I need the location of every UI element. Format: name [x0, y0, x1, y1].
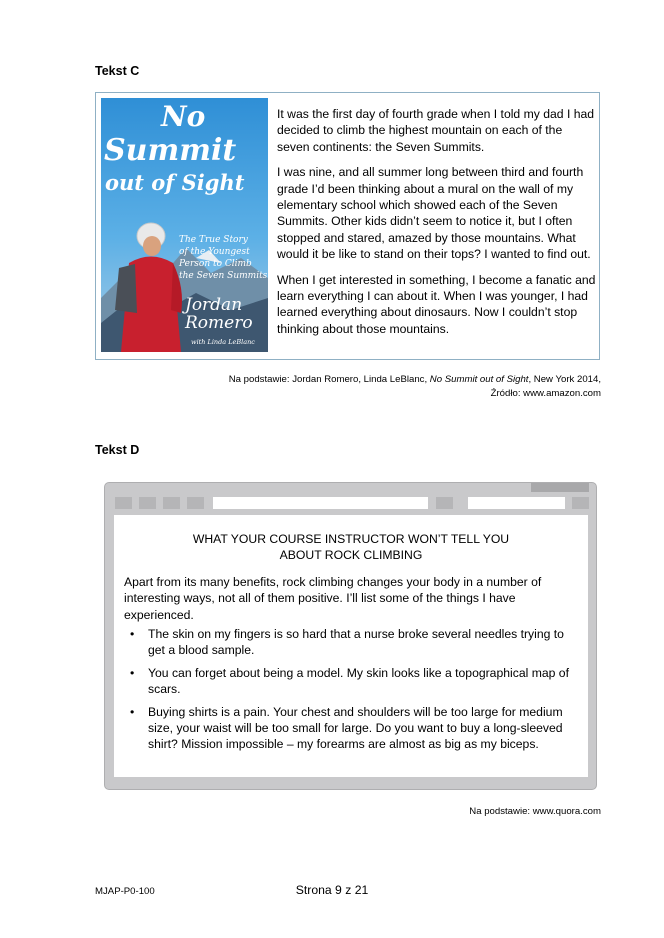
article-bullet-list [124, 626, 584, 759]
cover-title-line2: Summit [104, 133, 237, 168]
article-title [114, 532, 588, 563]
text-c-paragraph: I was nine, and all summer long between third and fourth grade I’d been thinking about a mural on the wall of my elementary school which showed each of the Seven Summits. Other kids didn’t seem to notice it, but I often stopped and stared, amazed by those mountains. What would it be like to stand on their tops? I wanted to find out. [277, 165, 591, 262]
text-c-paragraph: When I get interested in something, I become a fanatic and learn everything I can about it. When I was younger, I had learned everything about dinosaurs. Now I couldn’t stop thinking about those mountains. [277, 272, 596, 336]
cover-subtitle-line1: The True Story [179, 235, 248, 245]
cover-title-line3: out of Sight [105, 170, 245, 195]
source-book-title: No Summit out of Sight [429, 374, 529, 385]
list-item-text: Buying shirts is a pain. Your chest and shoulders will be too large for medium size, your waist will be too small for large. Do you want to buy a long-sleeved shirt? Mission impossible – my forearms are almost as big as my biceps. [148, 704, 563, 752]
text-c-paragraph: It was the first day of fourth grade when I told my dad I had decided to climb the highest mountain on each of the seven continents: the Seven Summits. [277, 107, 595, 154]
toolbar-button-icon [187, 497, 204, 509]
cover-coauthor: with Linda LeBlanc [191, 338, 255, 346]
text-c-heading: Tekst C [95, 64, 140, 78]
article-title-line2: ABOUT ROCK CLIMBING [279, 547, 423, 562]
cover-subtitle-line3: Person to Climb [179, 259, 252, 269]
text-c-source-line2: Źródło: www.amazon.com [490, 387, 601, 399]
toolbar-button-icon [115, 497, 132, 509]
text-c-source [229, 373, 601, 400]
source-suffix: , New York 2014, [528, 374, 601, 385]
toolbar-button-icon [163, 497, 180, 509]
list-item-text: The skin on my fingers is so hard that a nurse broke several needles trying to get a blood sample. [148, 627, 564, 658]
text-c-source-line1 [229, 373, 601, 387]
list-item [124, 665, 584, 698]
cover-title-line1: No [161, 100, 206, 133]
cover-author-line2: Romero [185, 313, 253, 333]
text-d-heading: Tekst D [95, 443, 140, 457]
footer-page-number: Strona 9 z 21 [295, 883, 369, 897]
browser-tab [531, 483, 589, 492]
article-title-line1: WHAT YOUR COURSE INSTRUCTOR WON’T TELL YOU [192, 532, 510, 546]
cover-subtitle-line2: of the Youngest [179, 247, 250, 257]
source-prefix: Na podstawie: Jordan Romero, Linda LeBlanc, [228, 374, 430, 385]
book-cover-image [101, 98, 268, 352]
text-d-source: Na podstawie: www.quora.com [469, 806, 601, 817]
text-c-body [277, 106, 597, 346]
bullet-icon: • [130, 627, 135, 641]
bullet-icon: • [130, 665, 135, 680]
cover-author-line1: Jordan [185, 295, 243, 315]
toolbar-button-icon [436, 497, 453, 509]
list-item [124, 704, 584, 753]
address-bar [213, 497, 428, 509]
bullet-icon: • [130, 704, 135, 719]
list-item-text: You can forget about being a model. My skin looks like a topographical map of scars. [148, 665, 569, 697]
list-item [124, 626, 584, 659]
footer-exam-code: MJAP-P0-100 [95, 886, 155, 897]
cover-subtitle-line4: the Seven Summits [179, 271, 268, 281]
toolbar-button-icon [139, 497, 156, 509]
toolbar-button-icon [572, 497, 589, 509]
search-bar [468, 497, 565, 509]
article-intro: Apart from its many benefits, rock climbing changes your body in a number of interesting ways, not all of them positive. I’ll list some of the things I have experienced. [124, 575, 542, 622]
